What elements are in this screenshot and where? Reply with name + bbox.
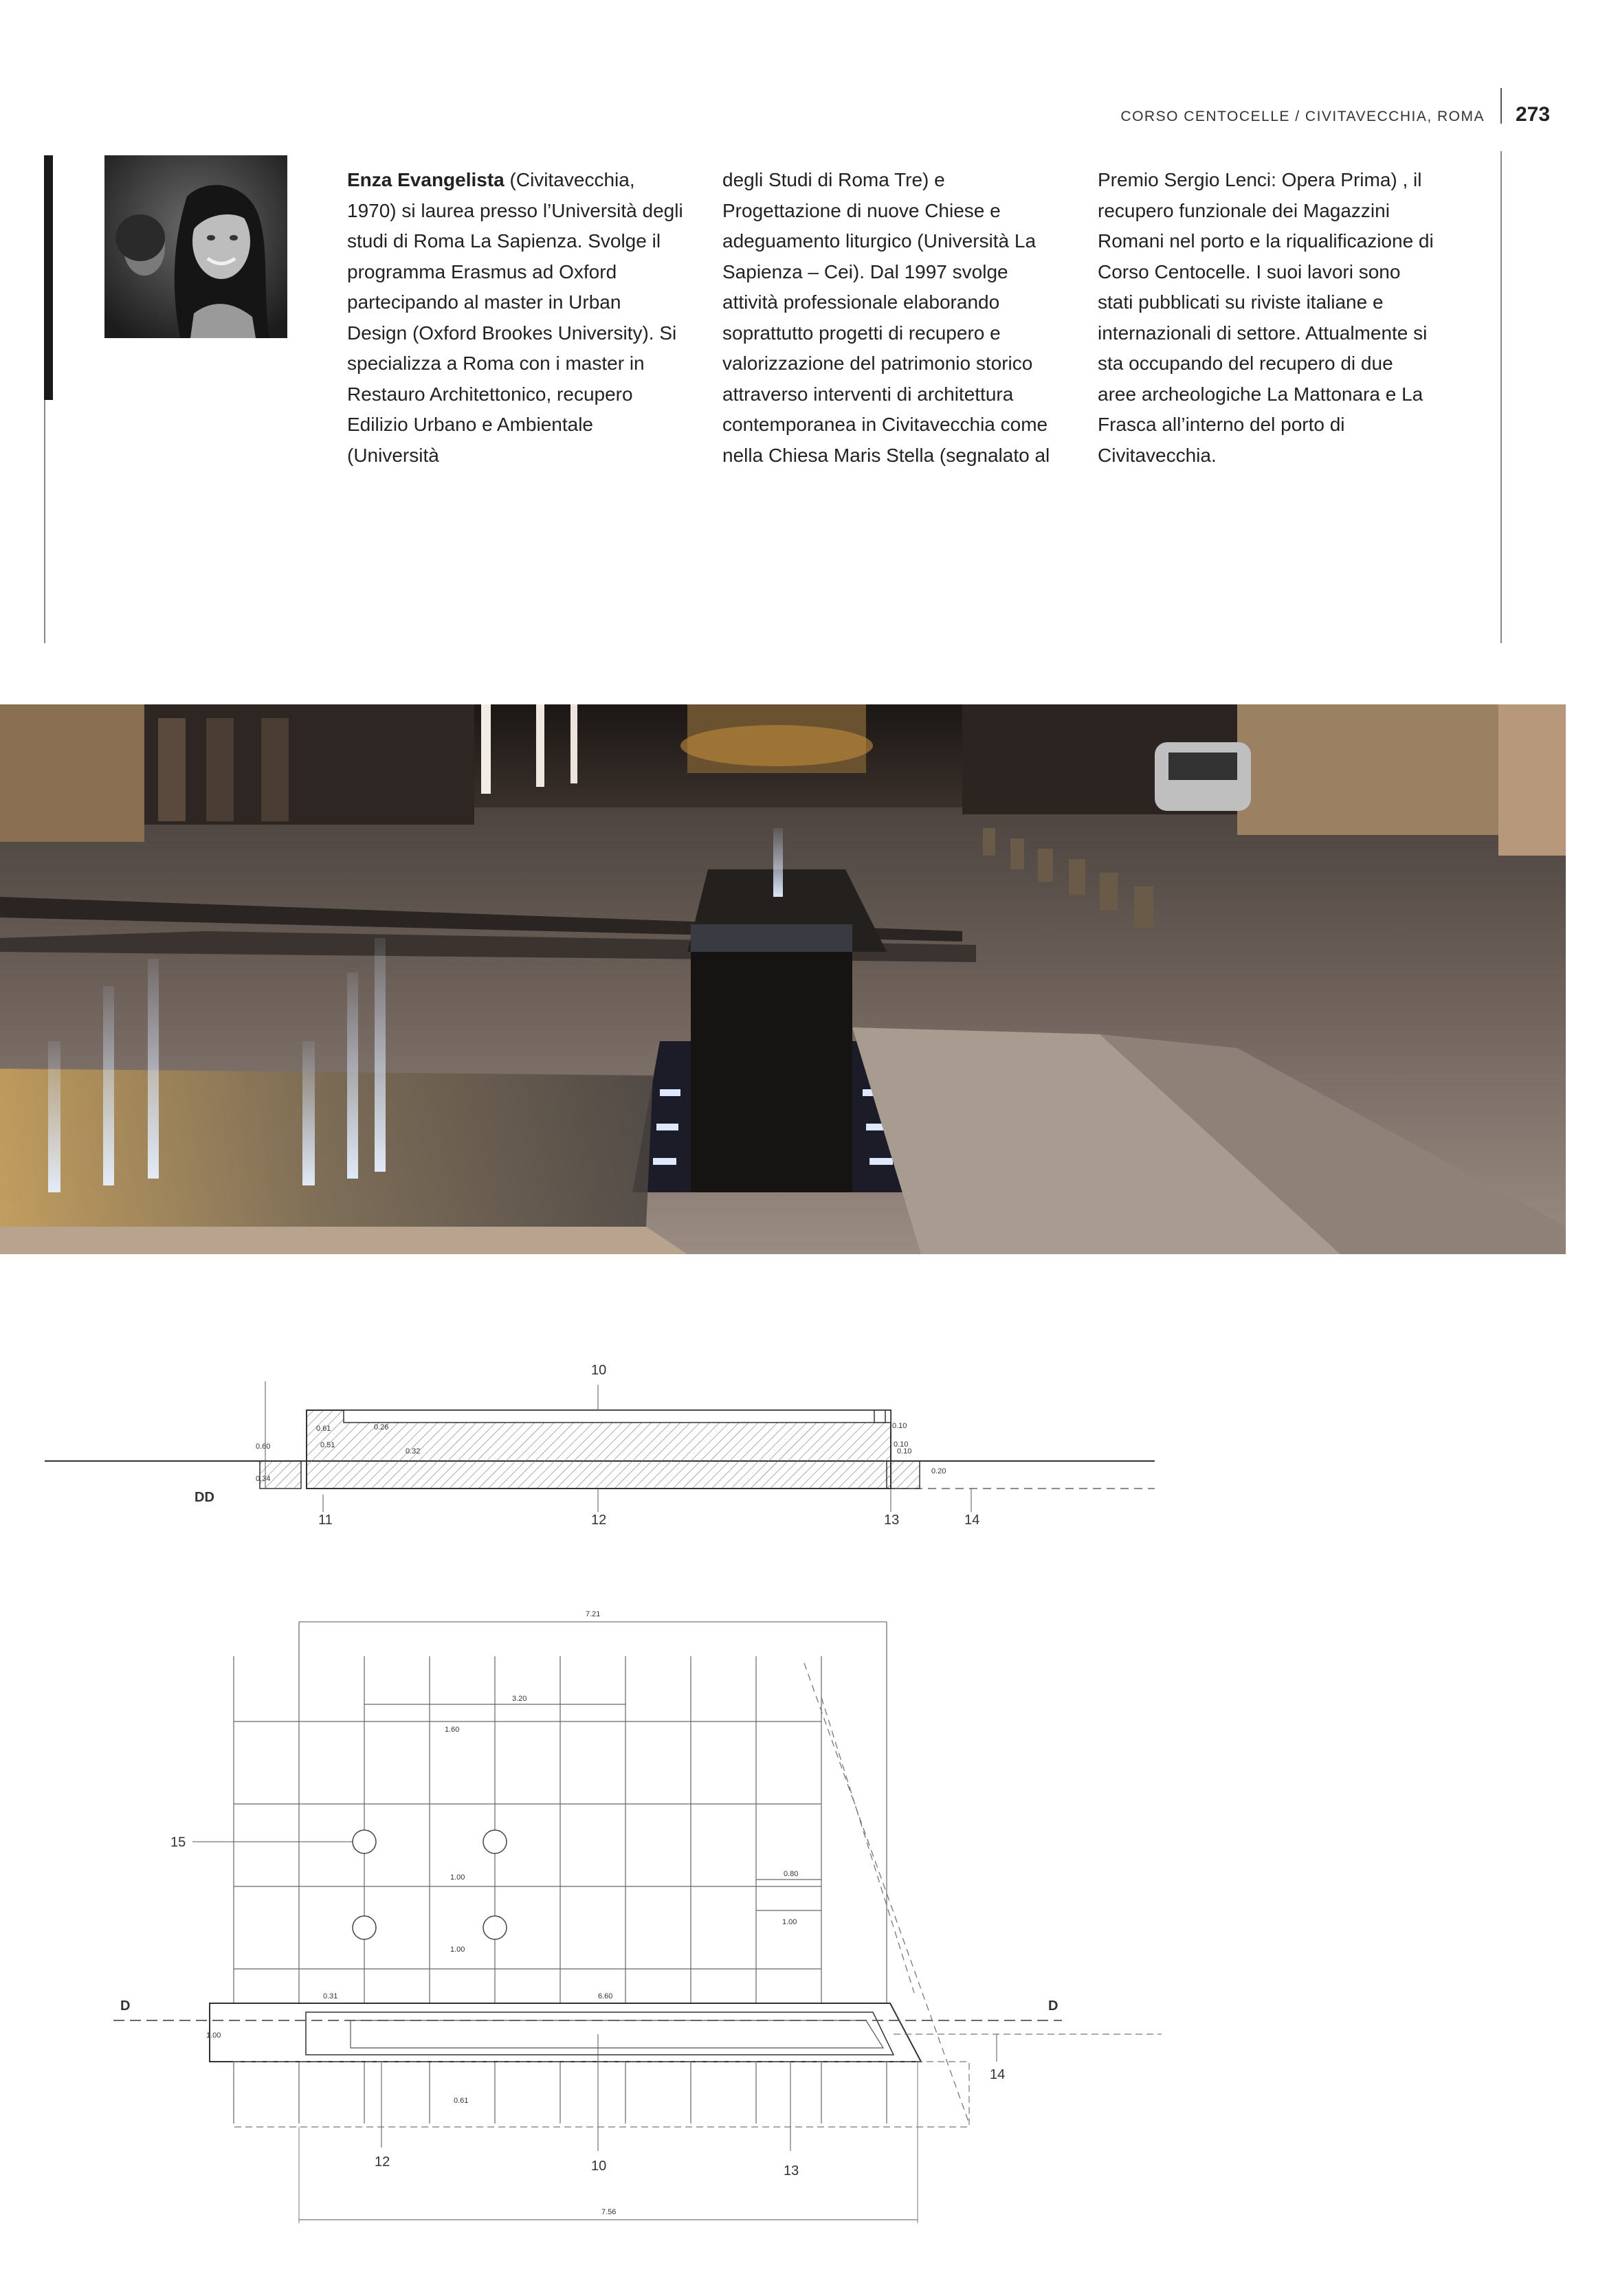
dim-160: 1.60	[445, 1726, 460, 1734]
callout-13: 13	[884, 1513, 900, 1528]
bio-text-2: degli Studi di Roma Tre) e Progettazione di nuove Chiese e adeguamento liturgico (Università La Sapienza – Cei). Dal 1997 svolge attività professionale elaborando soprattutto progetti di recupero e valorizzazione del patrimonio storico attraverso interventi di architettura contemporanea in Civitavecchia come nella Chiesa Maris Stella (segnalato al	[722, 169, 1050, 466]
dim-721: 7.21	[586, 1610, 601, 1618]
dim-061-plan: 0.61	[454, 2097, 469, 2105]
dim-010-a: 0.10	[892, 1422, 907, 1430]
cut-label-left: D	[120, 1998, 131, 2014]
dim-010-c: 0.10	[897, 1447, 912, 1456]
callout-14: 14	[964, 1513, 980, 1528]
dim-051: 0.51	[320, 1441, 335, 1449]
right-rule	[1500, 151, 1502, 643]
author-name: Enza Evangelista	[347, 169, 505, 190]
dim-320: 3.20	[512, 1695, 527, 1703]
section-label: DD	[195, 1490, 214, 1505]
dim-061: 0.61	[316, 1425, 331, 1433]
dim-010-b: 0.10	[894, 1440, 909, 1449]
dim-060: 0.60	[256, 1442, 271, 1451]
dim-100-d: 1.00	[206, 2031, 221, 2040]
callout-10: 10	[591, 1363, 607, 1378]
technical-drawings	[0, 1306, 1607, 2282]
bio-column-1	[347, 165, 684, 471]
plan-view	[113, 1610, 1162, 2223]
callout-11: 11	[318, 1513, 333, 1528]
dim-100-c: 1.00	[450, 1946, 465, 1954]
dim-031: 0.31	[323, 1992, 338, 2000]
dim-660: 6.60	[598, 1992, 613, 2000]
bio-column-2	[722, 165, 1059, 471]
author-portrait	[104, 155, 287, 338]
header-divider	[1500, 88, 1502, 124]
section-dd	[45, 1363, 1155, 1528]
dim-100-a: 1.00	[450, 1873, 465, 1882]
dim-032: 0.32	[406, 1447, 421, 1456]
dim-100-b: 1.00	[782, 1918, 797, 1926]
plan-callout-14: 14	[990, 2067, 1006, 2082]
dim-080: 0.80	[784, 1870, 799, 1878]
plan-callout-15: 15	[170, 1835, 186, 1850]
dim-756: 7.56	[601, 2208, 617, 2216]
bio-text-3: Premio Sergio Lenci: Opera Prima) , il recupero funzionale dei Magazzini Romani nel porto e la riqualificazione di Corso Centocelle. I suoi lavori sono stati pubblicati su riviste italiane e internazionali di settore. Attualmente si sta occupando del recupero di due aree archeologiche La Mattonara e La Frasca all’interno del porto di Civitavecchia.	[1098, 169, 1434, 466]
page-number: 273	[1516, 103, 1551, 126]
dim-034: 0.34	[256, 1475, 271, 1483]
cut-label-right: D	[1048, 1998, 1059, 2014]
plan-callout-10: 10	[591, 2159, 607, 2174]
dim-026: 0.26	[374, 1423, 389, 1431]
bio-text-1: (Civitavecchia, 1970) si laurea presso l’Università degli studi di Roma La Sapienza. Svolge il programma Erasmus ad Oxford partecipando al master in Urban Design (Oxford Brookes University). Si specializza a Roma con i master in Restauro Architettonico, recupero Edilizio Urbano e Ambientale (Università	[347, 169, 683, 466]
callout-12: 12	[591, 1513, 607, 1528]
fountain-night-photo	[0, 704, 1566, 1254]
bio-column-3	[1098, 165, 1434, 471]
dim-020: 0.20	[931, 1467, 946, 1475]
running-title: CORSO CENTOCELLE / CIVITAVECCHIA, ROMA	[1120, 109, 1485, 124]
plan-callout-12: 12	[375, 2154, 390, 2170]
left-accent-bar	[44, 155, 53, 400]
plan-callout-13: 13	[784, 2163, 799, 2178]
